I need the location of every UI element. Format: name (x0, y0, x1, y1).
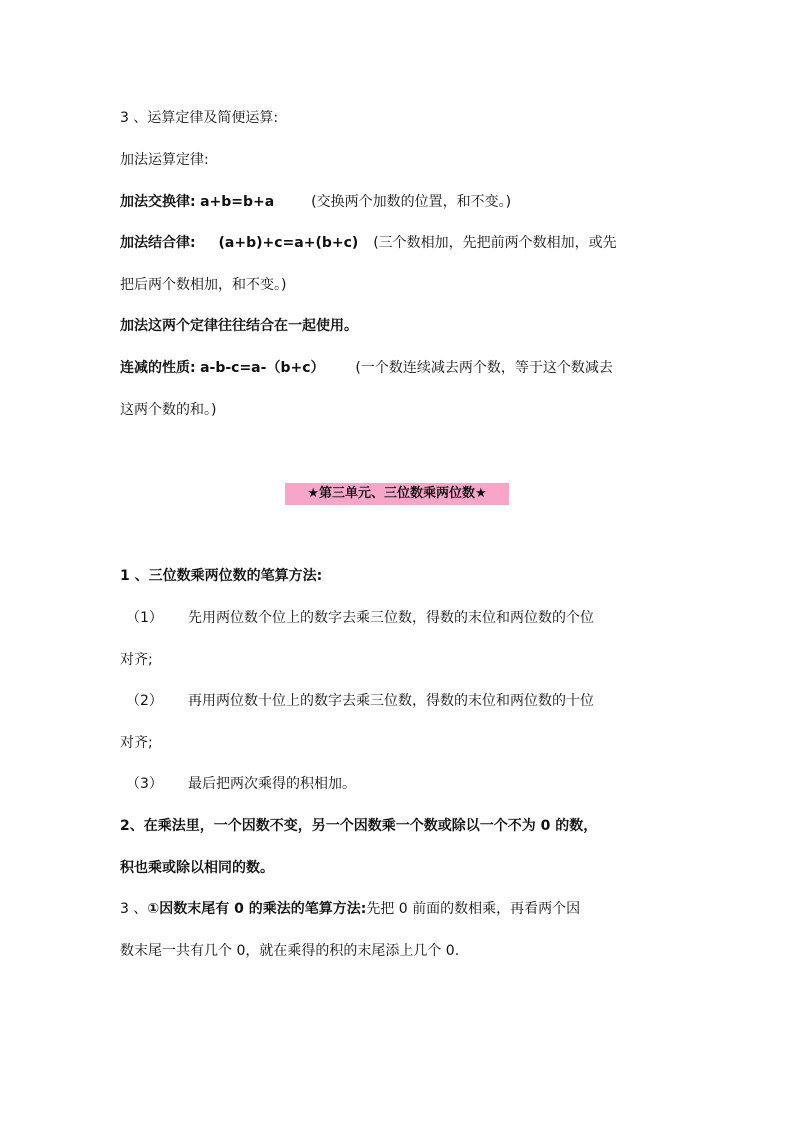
associative-formula: (a+b)+c=a+(b+c) (218, 235, 359, 251)
commutative-note: (交换两个加数的位置，和不变。) (311, 194, 512, 210)
subtraction-note-line1: (一个数连续减去两个数，等于这个数减去 (355, 360, 613, 376)
step-text: 先用两位数个位上的数字去乘三位数，得数的末位和两位数的个位 (188, 610, 594, 626)
heading-text: 3 、运算定律及简便运算: (120, 110, 279, 126)
step-text: 最后把两次乘得的积相加。 (188, 776, 356, 792)
unit-title-text: ★第三单元、三位数乘两位数★ (307, 486, 487, 501)
subtraction-note-line2: 这两个数的和。) (120, 402, 217, 418)
associative-note-line2: 把后两个数相加，和不变。) (120, 277, 287, 293)
associative-law (120, 233, 617, 253)
combined-note (120, 316, 358, 336)
step-2 (126, 691, 594, 711)
item3-bold-label: ①因数末尾有 0 的乘法的笔算方法: (147, 901, 367, 917)
unit-title-banner (285, 483, 509, 505)
item2-text: 2、在乘法里，一个因数不变，另一个因数乘一个数或除以一个不为 0 的数， (120, 818, 598, 834)
add-laws-label (120, 150, 209, 170)
step-text-continued: 对齐; (120, 735, 153, 751)
step-text: 再用两位数十位上的数字去乘三位数，得数的末位和两位数的十位 (188, 693, 594, 709)
subtraction-property (120, 358, 613, 378)
step-3 (126, 774, 356, 794)
item1-heading-text: 1 、三位数乘两位数的笔算方法: (120, 568, 323, 584)
commutative-law (120, 192, 511, 212)
commutative-label: 加法交换律: (120, 194, 196, 210)
item3-prefix: 3 、 (120, 901, 148, 917)
associative-note-continued (120, 275, 286, 295)
item3 (120, 899, 580, 919)
step-number: （1） (126, 610, 163, 626)
step-text-continued: 对齐; (120, 652, 153, 668)
associative-label: 加法结合律: (120, 235, 196, 251)
subtraction-label: 连减的性质: (120, 360, 196, 376)
add-laws-text: 加法运算定律: (120, 152, 209, 168)
subtraction-formula: a-b-c=a-（b+c） (200, 360, 325, 376)
item1-heading (120, 566, 322, 586)
step-number: （3） (126, 776, 163, 792)
item3-text-continued: 数末尾一共有几个 0，就在乘得的积的末尾添上几个 0. (120, 943, 460, 959)
step-1-continued (120, 650, 153, 670)
item3-text: 先把 0 前面的数相乘，再看两个因 (366, 901, 581, 917)
step-2-continued (120, 733, 153, 753)
associative-note-line1: (三个数相加，先把前两个数相加，或先 (373, 235, 617, 251)
subtraction-note-continued (120, 400, 216, 420)
item2 (120, 816, 597, 836)
commutative-formula: a+b=b+a (200, 194, 275, 210)
item2-text-continued: 积也乘或除以相同的数。 (120, 860, 274, 876)
item3-continued (120, 941, 459, 961)
item2-continued (120, 858, 274, 878)
combined-note-text: 加法这两个定律往往结合在一起使用。 (120, 318, 358, 334)
step-number: （2） (126, 693, 163, 709)
step-1 (126, 608, 594, 628)
section-heading (120, 108, 278, 128)
